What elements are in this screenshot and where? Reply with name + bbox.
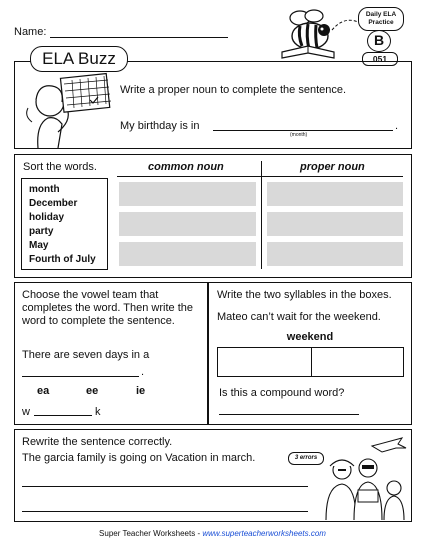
section4-instruction: Write the two syllables in the boxes. — [217, 289, 392, 301]
family-travel-icon — [312, 432, 410, 520]
section5-instruction: Rewrite the sentence correctly. — [22, 436, 173, 448]
section3-instruction: Choose the vowel team that completes the word. Then write the word to complete the sentence. — [22, 289, 193, 327]
section3-period: . — [141, 366, 145, 378]
vowel-team-blank[interactable] — [34, 415, 92, 416]
section5-sentence: The garcia family is going on Vacation in march. — [22, 452, 256, 464]
badge-line2: Practice — [368, 19, 394, 26]
choice-ie[interactable]: ie — [136, 385, 146, 397]
name-line[interactable] — [50, 37, 228, 38]
section1-period: . — [395, 120, 399, 132]
proper-noun-heading: proper noun — [300, 161, 365, 173]
word-item: December — [29, 198, 78, 209]
header-rule — [117, 176, 403, 177]
word-bank — [21, 178, 108, 270]
practice-badge — [356, 6, 406, 64]
common-noun-box[interactable] — [119, 212, 256, 236]
section4-question: Is this a compound word? — [219, 387, 345, 399]
choice-ea[interactable]: ea — [37, 385, 50, 397]
proper-noun-box[interactable] — [267, 212, 403, 236]
rewrite-line-1[interactable] — [22, 486, 308, 487]
word-item: Fourth of July — [29, 254, 96, 265]
word-item: party — [29, 226, 54, 237]
section1-sentence: My birthday is in — [120, 120, 200, 132]
word-end: k — [95, 406, 101, 418]
syllable-word: weekend — [286, 331, 334, 343]
errors-badge: 3 errors — [288, 452, 324, 465]
word-item: May — [29, 240, 49, 251]
rewrite-line-2[interactable] — [22, 511, 308, 512]
footer — [0, 529, 425, 538]
choice-ee[interactable]: ee — [86, 385, 99, 397]
word-start: w — [22, 406, 30, 418]
section2-instruction: Sort the words. — [23, 161, 97, 173]
common-noun-box[interactable] — [119, 182, 256, 206]
month-hint: (month) — [290, 132, 308, 138]
word-bank-list — [29, 183, 96, 267]
column-divider — [261, 161, 262, 269]
word-item: month — [29, 184, 60, 195]
proper-noun-box[interactable] — [267, 182, 403, 206]
common-noun-box[interactable] — [119, 242, 256, 266]
month-answer-line[interactable] — [213, 130, 393, 131]
word-item: holiday — [29, 212, 65, 223]
name-label: Name: — [14, 26, 47, 38]
kid-calendar-icon — [18, 72, 118, 148]
section3-sentence: There are seven days in a — [22, 349, 150, 361]
compound-answer-line[interactable] — [219, 414, 359, 415]
badge-line1: Daily ELA — [365, 11, 397, 18]
section4-sentence: Mateo can’t wait for the weekend. — [217, 311, 381, 323]
footer-credit: Super Teacher Worksheets - — [99, 529, 203, 538]
footer-url[interactable]: www.superteacherworksheets.com — [202, 529, 326, 538]
section1-instruction: Write a proper noun to complete the sentence. — [120, 84, 347, 96]
common-noun-heading: common noun — [148, 161, 224, 173]
ela-buzz-title: ELA Buzz — [30, 46, 128, 72]
number-badge: 051 — [362, 52, 398, 66]
vowel-answer-line[interactable] — [22, 376, 139, 377]
proper-noun-box[interactable] — [267, 242, 403, 266]
syllable-box-1[interactable] — [217, 347, 312, 377]
syllable-box-2[interactable] — [311, 347, 404, 377]
level-badge: B — [367, 30, 391, 52]
